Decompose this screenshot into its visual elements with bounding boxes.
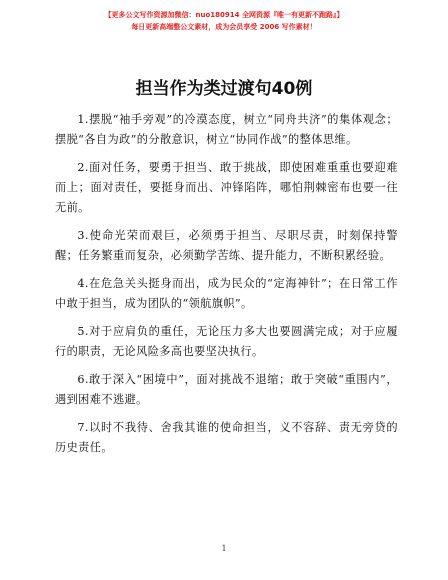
paragraph-4: 4.在危急关头挺身而出，成为民众的“定海神针”；在日常工作中敢于担当，成为团队的“领航旗帜”。 bbox=[55, 277, 398, 310]
promo-banner-line-1: 【更多公文写作资源加微信：nuo180914 全网资源『唯一有更新不跑路』】 bbox=[104, 11, 344, 19]
paragraph-3: 3.使命光荣而艰巨，必须勇于担当、尽职尽责，时刻保持警醒；任务繁重而复杂，必须勤学苦练、提升能力，不断积累经验。 bbox=[55, 229, 398, 262]
page-number: 1 bbox=[221, 544, 227, 553]
promo-banner-line-2: 每日更新高端整公文素材，成为会员享受 2006 写作素材！ bbox=[131, 23, 317, 31]
document-body bbox=[55, 110, 398, 466]
paragraph-5: 5.对于应肩负的重任，无论压力多大也要圆满完成；对于应履行的职责，无论风险多高也要坚决执行。 bbox=[55, 325, 398, 358]
paragraph-2: 2.面对任务，要勇于担当、敢于挑战，即使困难重重也要迎难而上；面对责任，要挺身而出、冲锋陷阵，哪怕荆棘密布也要一往无前。 bbox=[55, 161, 398, 214]
paragraph-6: 6.敢于深入“困境中”，面对挑战不退缩；敢于突破“重围内”，遇到困难不逃避。 bbox=[55, 373, 398, 406]
document-title: 担当作为类过渡句40例 bbox=[135, 79, 313, 99]
paragraph-1: 1.摆脱“袖手旁观”的冷漠态度，树立“同舟共济”的集体观念；摆脱“各自为政”的分散意识，树立“协同作战”的整体思维。 bbox=[55, 113, 398, 146]
paragraph-7: 7.以时不我待、舍我其谁的使命担当，义不容辞、责无旁贷的历史责任。 bbox=[55, 421, 398, 454]
